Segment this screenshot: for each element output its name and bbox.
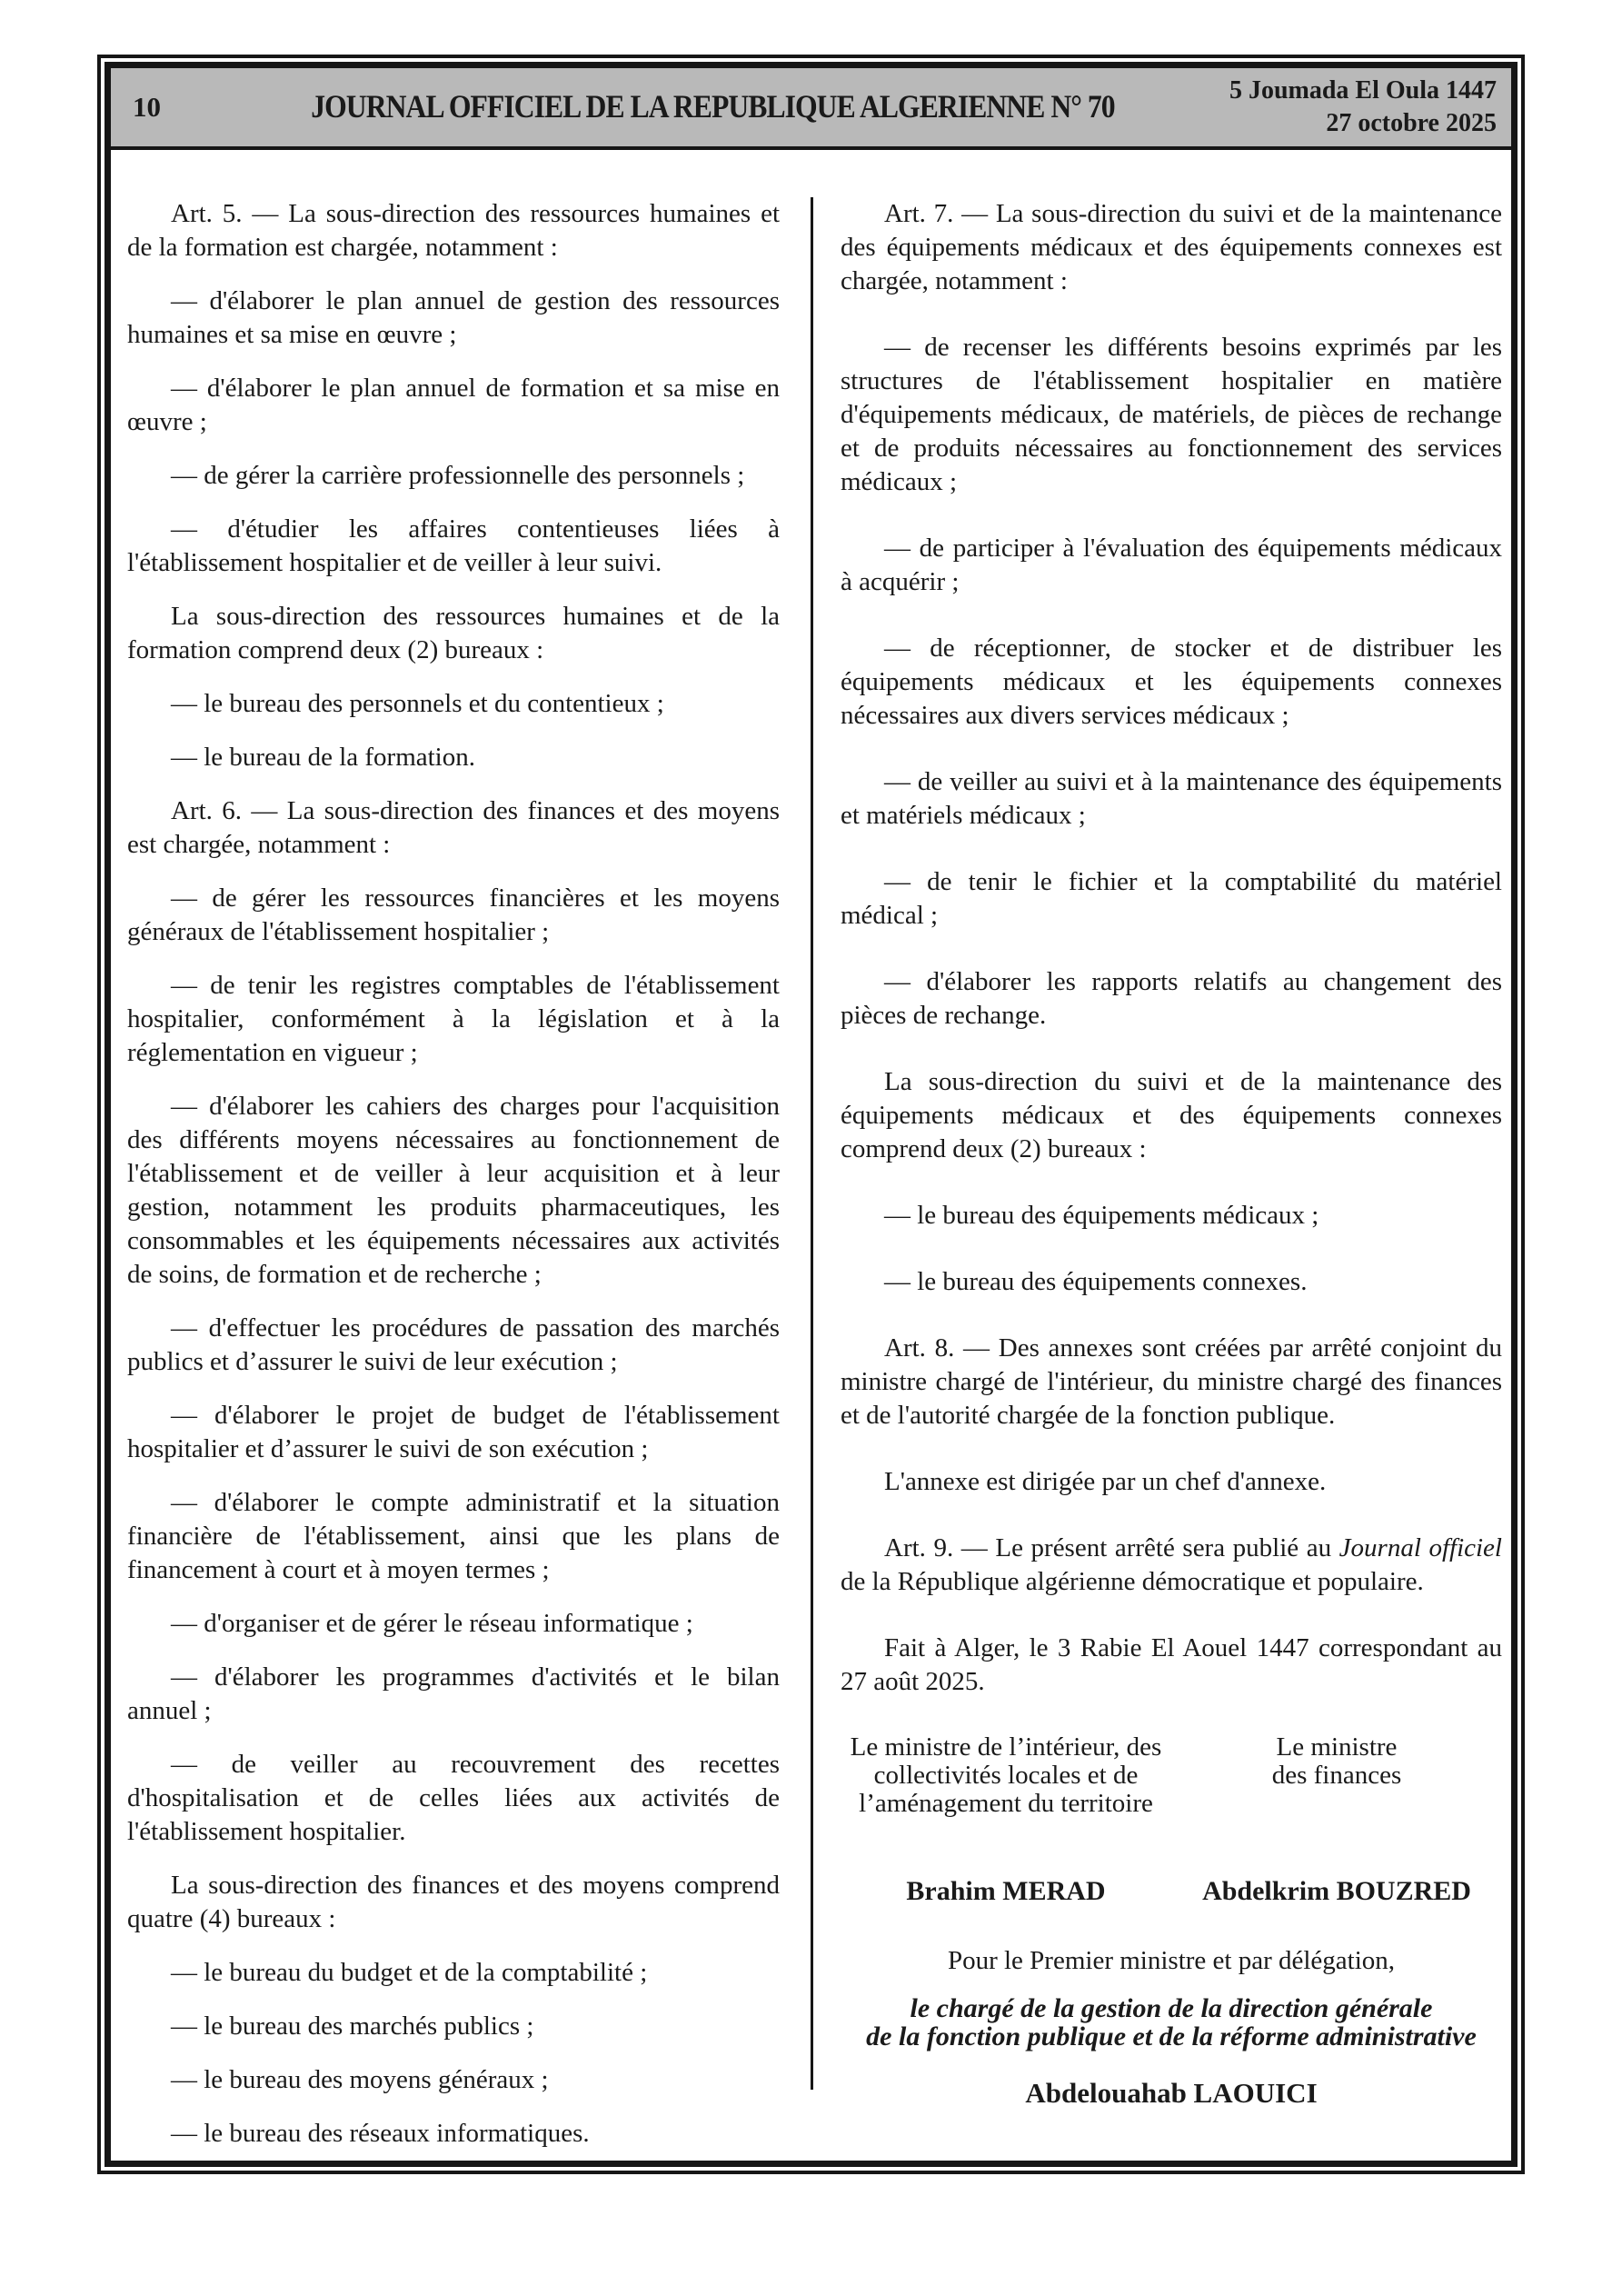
journal-title: JOURNAL OFFICIEL DE LA REPUBLIQUE ALGERIENNE N° 70	[311, 89, 1115, 125]
paragraph: — le bureau des personnels et du contentieux ;	[171, 689, 664, 718]
paragraph: — d'organiser et de gérer le réseau informatique ;	[171, 1609, 693, 1638]
paragraph: — d'élaborer le projet de budget de l'établissement hospitalier et d’assurer le suivi de son exécution ;	[127, 1401, 780, 1463]
paragraph: — de recenser les différents besoins exprimés par les structures de l'établissement hospitalier en matière d'équipements médicaux, de matériels, de pièces de rechange et de produits nécessaires au fonctionnement des services médicaux ;	[841, 333, 1502, 496]
date-gregorian: 27 octobre 2025	[1326, 109, 1497, 137]
paragraph: — le bureau des réseaux informatiques.	[171, 2119, 590, 2148]
paragraph: — d'élaborer les rapports relatifs au changement des pièces de rechange.	[841, 967, 1502, 1030]
paragraph: — de participer à l'évaluation des équipements médicaux à acquérir ;	[841, 534, 1502, 596]
paragraph: Art. 5. — La sous-direction des ressources humaines et de la formation est chargée, notamment :	[127, 199, 780, 262]
right-column-paragraphs	[841, 197, 1502, 1699]
ministers-titles-row	[841, 1733, 1502, 1818]
paragraph: — d'élaborer le plan annuel de formation et sa mise en œuvre ;	[127, 374, 780, 436]
paragraph: Fait à Alger, le 3 Rabie El Aouel 1447 correspondant au 27 août 2025.	[841, 1633, 1502, 1696]
paragraph: — d'effectuer les procédures de passation des marchés publics et d’assurer le suivi de leur exécution ;	[127, 1313, 780, 1376]
paragraph: — le bureau des équipements médicaux ;	[884, 1201, 1319, 1230]
column-divider	[811, 197, 813, 2090]
paragraph: — d'élaborer le compte administratif et la situation financière de l'établissement, ainsi que les plans de financement à court et à moyen termes ;	[127, 1488, 780, 1584]
page-frame	[97, 55, 1525, 2174]
paragraph: — de veiller au recouvrement des recettes d'hospitalisation et de celles liées aux activités de l'établissement hospitalier.	[127, 1750, 780, 1846]
paragraph: Art. 8. — Des annexes sont créées par arrêté conjoint du ministre chargé de l'intérieur, du ministre chargé des finances et de l'autorité chargée de la fonction publique.	[841, 1333, 1502, 1430]
paragraph: La sous-direction des ressources humaines et de la formation comprend deux (2) bureaux :	[127, 602, 780, 664]
delegation-name: Abdelouahab LAOUICI	[1025, 2077, 1318, 2109]
signature-name-finance: Abdelkrim BOUZRED	[1202, 1876, 1471, 1906]
signature-name-interior: Brahim MERAD	[906, 1876, 1106, 1906]
paragraph: — le bureau de la formation.	[171, 743, 475, 772]
minister-interior-title: Le ministre de l’intérieur, des collectivités locales et de l’aménagement du territoire	[850, 1732, 1162, 1818]
paragraph: — d'élaborer le plan annuel de gestion des ressources humaines et sa mise en œuvre ;	[127, 286, 780, 349]
paragraph: — de gérer les ressources financières et les moyens généraux de l'établissement hospitalier ;	[127, 883, 780, 946]
paragraph: Art. 9. — Le présent arrêté sera publié au Journal officiel de la République algérienne démocratique et populaire.	[841, 1533, 1502, 1596]
ministers-names-row	[841, 1874, 1502, 1908]
date-hijri: 5 Joumada El Oula 1447	[1229, 76, 1497, 105]
paragraph: La sous-direction des finances et des moyens comprend quatre (4) bureaux :	[127, 1871, 780, 1933]
paragraph: La sous-direction du suivi et de la maintenance des équipements médicaux et des équipements connexes comprend deux (2) bureaux :	[841, 1067, 1502, 1163]
paragraph: — de réceptionner, de stocker et de distribuer les équipements médicaux et les équipements connexes nécessaires aux divers services médicaux ;	[841, 634, 1502, 730]
paragraph: Art. 7. — La sous-direction du suivi et de la maintenance des équipements médicaux et des équipements connexes est chargée, notamment :	[841, 199, 1502, 295]
paragraph: — le bureau des moyens généraux ;	[171, 2065, 549, 2094]
paragraph: — le bureau du budget et de la comptabilité ;	[171, 1958, 648, 1987]
paragraph: Art. 6. — La sous-direction des finances et des moyens est chargée, notamment :	[127, 796, 780, 859]
paragraph: — le bureau des marchés publics ;	[171, 2011, 534, 2041]
delegation-line: Pour le Premier ministre et par délégation,	[947, 1946, 1396, 1975]
delegation-role: le chargé de la gestion de la direction générale de la fonction publique et de la réforme administrative	[866, 1993, 1477, 2051]
paragraph: — de gérer la carrière professionnelle des personnels ;	[171, 461, 745, 490]
header-band	[111, 68, 1511, 150]
header-dates	[1229, 75, 1497, 140]
minister-finance-title: Le ministre des finances	[1271, 1732, 1402, 1790]
left-column	[111, 197, 811, 2161]
right-column	[813, 197, 1511, 2161]
paragraph: — de tenir les registres comptables de l'établissement hospitalier, conformément à la législation et à la réglementation en vigueur ;	[127, 971, 780, 1067]
paragraph: — de tenir le fichier et la comptabilité du matériel médical ;	[841, 867, 1502, 930]
paragraph: — d'élaborer les programmes d'activités et le bilan annuel ;	[127, 1662, 780, 1725]
paragraph: — d'étudier les affaires contentieuses liées à l'établissement hospitalier et de veiller à leur suivi.	[127, 514, 780, 577]
page-inner-frame	[104, 62, 1518, 2167]
paragraph: — de veiller au suivi et à la maintenance des équipements et matériels médicaux ;	[841, 767, 1502, 830]
page-number: 10	[133, 91, 161, 123]
paragraph: L'annexe est dirigée par un chef d'annexe.	[884, 1467, 1327, 1496]
paragraph: — d'élaborer les cahiers des charges pour l'acquisition des différents moyens nécessaires au fonctionnement de l'établissement et de veiller à leur acquisition et à leur gestion, notamment les produits pharmaceutiques, les consommables et les équipements nécessaires aux activités de soins, de formation et de recherche ;	[127, 1092, 780, 1289]
paragraph: — le bureau des équipements connexes.	[884, 1267, 1308, 1296]
two-column-body	[111, 150, 1511, 2161]
